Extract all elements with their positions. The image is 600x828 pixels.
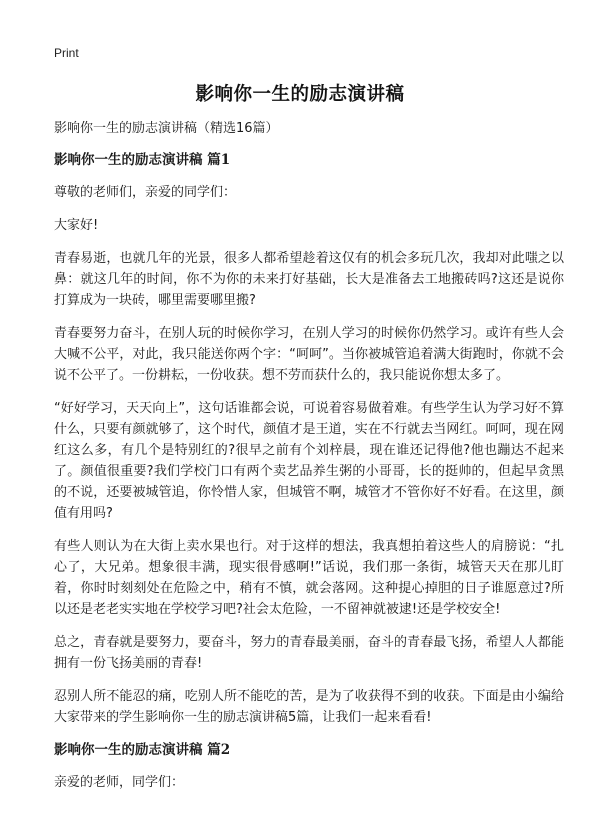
print-link[interactable]: Print [54, 46, 79, 60]
paragraph: 青春要努力奋斗，在别人玩的时候你学习，在别人学习的时候你仍然学习。或许有些人会大喊不公平，对此，我只能送你两个字：“呵呵”。当你被城管追着满大街跑时，你就不会说不公平了。一份耕耘，一份收获。想不劳而获什么的，我只能说你想太多了。 [54, 326, 564, 383]
paragraph: 总之，青春就是要努力，要奋斗，努力的青春最美丽，奋斗的青春最飞扬，希望人人都能拥有一份飞扬美丽的青春! [54, 635, 564, 671]
section-2 [54, 741, 564, 793]
document-title: 影响你一生的励志演讲稿 [195, 84, 405, 105]
paragraph: “好好学习，天天向上”，这句话谁都会说，可说着容易做着难。有些学生认为学习好不算什么，只要有颜就够了，这个时代，颜值才是王道，实在不行就去当网红。呵呵，现在网红这么多，有几个是特别红的?很早之前有个刘梓晨，现在谁还记得他?他也蹦达不起来了。颜值很重要?我们学校门口有两个卖艺品养生粥的小哥哥，长的挺帅的，但起早贪黑的不说，还要被城管追，你怜惜人家，但城管不啊，城管才不管你好不好看。在这里，颜值有用吗? [54, 401, 564, 521]
document-subtitle: 影响你一生的励志演讲稿（精选16篇） [54, 121, 279, 136]
paragraph: 青春易逝，也就几年的光景，很多人都希望趁着这仅有的机会多玩几次，我却对此嗤之以鼻：就这几年的时间，你不为你的未来打好基础，长大是准备去工地搬砖吗?这还是说你打算成为一块砖，哪里需要哪里搬? [54, 251, 564, 308]
section-1 [54, 151, 564, 728]
salutation: 尊敬的老师们，亲爱的同学们： [54, 185, 237, 200]
paragraph: 有些人则认为在大街上卖水果也行。对于这样的想法，我真想拍着这些人的肩膀说：“扎心了，大兄弟。想象很丰满，现实很骨感啊!”话说，我们那一条街，城管天天在那儿盯着，你时时刻刻处在危险之中，稍有不慎，就会落网。这种提心掉胆的日子谁愿意过?所以还是老老实实地在学校学习吧?社会太危险，一不留神就被逮!还是学校安全! [54, 539, 564, 617]
document-body [54, 120, 564, 793]
paragraph: 忍别人所不能忍的痛，吃别人所不能吃的苦，是为了收获得不到的收获。下面是由小编给大家带来的学生影响你一生的励志演讲稿5篇，让我们一起来看看! [54, 689, 564, 725]
section-heading: 影响你一生的励志演讲稿 篇2 [54, 742, 231, 758]
section-heading: 影响你一生的励志演讲稿 篇1 [54, 152, 231, 168]
salutation: 亲爱的老师，同学们： [54, 775, 185, 790]
greeting: 大家好! [54, 218, 99, 233]
